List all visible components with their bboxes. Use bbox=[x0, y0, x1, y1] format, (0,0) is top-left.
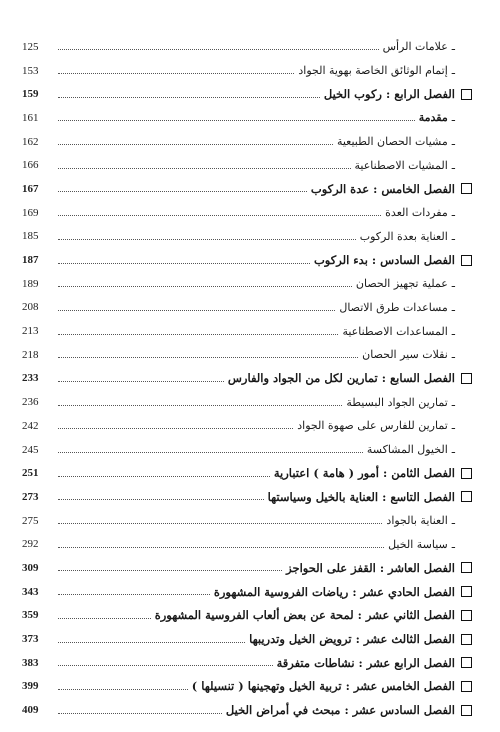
dot-leader bbox=[58, 560, 282, 571]
toc-page-number: 343 bbox=[22, 585, 39, 598]
chapter-title: الفصل الرابع : ركوب الخيل bbox=[323, 87, 455, 102]
section-title: المشيات الاصطناعية bbox=[354, 158, 448, 172]
dot-leader bbox=[58, 608, 151, 619]
section-title: تمارين الجواد البسيطة bbox=[346, 395, 448, 409]
toc-chapter-row[interactable] bbox=[22, 485, 472, 509]
dot-leader bbox=[58, 134, 333, 145]
toc-chapter-row[interactable] bbox=[22, 698, 472, 722]
dot-leader bbox=[58, 63, 294, 74]
toc-page-number: 399 bbox=[22, 680, 39, 693]
toc-chapter-row[interactable] bbox=[22, 675, 472, 699]
chapter-title: الفصل السادس : بدء الركوب bbox=[313, 253, 455, 268]
dot-leader bbox=[58, 584, 210, 595]
dash-bullet-icon: ـ bbox=[451, 158, 455, 172]
dash-bullet-icon: ـ bbox=[451, 206, 455, 220]
dot-leader bbox=[58, 324, 338, 335]
toc-page-number: 236 bbox=[22, 396, 39, 409]
toc-page-number: 373 bbox=[22, 633, 39, 646]
dot-leader bbox=[58, 229, 356, 240]
chapter-title: الفصل الخامس : عدة الركوب bbox=[310, 181, 455, 196]
toc-section-row[interactable] bbox=[22, 59, 472, 83]
checkbox-square-icon bbox=[461, 183, 472, 194]
toc-page-number: 245 bbox=[22, 443, 39, 456]
dot-leader bbox=[58, 513, 382, 524]
chapter-title: الفصل العاشر : القفز على الحواجز bbox=[286, 560, 455, 575]
checkbox-square-icon bbox=[461, 468, 472, 479]
dash-bullet-icon: ـ bbox=[451, 40, 455, 54]
dash-bullet-icon: ـ bbox=[451, 111, 455, 125]
toc-chapter-row[interactable] bbox=[22, 461, 472, 485]
toc-page-number: 166 bbox=[22, 159, 39, 172]
checkbox-square-icon bbox=[461, 89, 472, 100]
dot-leader bbox=[58, 110, 415, 121]
toc-page-number: 218 bbox=[22, 348, 39, 361]
toc-page-number: 275 bbox=[22, 514, 39, 527]
toc-page-number: 169 bbox=[22, 206, 39, 219]
checkbox-square-icon bbox=[461, 373, 472, 384]
toc-page-number: 208 bbox=[22, 301, 39, 314]
dot-leader bbox=[58, 87, 320, 98]
dash-bullet-icon: ـ bbox=[451, 300, 455, 314]
chapter-title: الفصل السادس عشر : مبحث في أمراض الخيل bbox=[225, 703, 455, 718]
chapter-title: الفصل السابع : تمارين لكل من الجواد والفارس bbox=[227, 371, 455, 386]
dot-leader bbox=[58, 347, 358, 358]
section-title: العناية بالجواد bbox=[386, 514, 448, 528]
toc-chapter-row[interactable] bbox=[22, 556, 472, 580]
toc-section-row[interactable] bbox=[22, 509, 472, 533]
dash-bullet-icon: ـ bbox=[451, 348, 455, 362]
dot-leader bbox=[58, 679, 188, 690]
dash-bullet-icon: ـ bbox=[451, 514, 455, 528]
chapter-title: الفصل الخامس عشر : تربية الخيل وتهجينها ( تنسيلها ) bbox=[191, 679, 455, 694]
toc-page-number: 159 bbox=[22, 88, 39, 101]
toc-section-row[interactable] bbox=[22, 296, 472, 320]
dash-bullet-icon: ـ bbox=[451, 419, 455, 433]
dash-bullet-icon: ـ bbox=[451, 395, 455, 409]
toc-section-row[interactable] bbox=[22, 272, 472, 296]
toc-section-row[interactable] bbox=[22, 35, 472, 59]
toc-page-number: 409 bbox=[22, 704, 39, 717]
chapter-title: الفصل الثالث عشر : ترويض الخيل وتدريبها bbox=[249, 632, 455, 647]
section-title: عملية تجهيز الحصان bbox=[355, 277, 448, 291]
checkbox-square-icon bbox=[461, 634, 472, 645]
checkbox-square-icon bbox=[461, 705, 472, 716]
toc-page-number: 162 bbox=[22, 135, 39, 148]
dash-bullet-icon: ـ bbox=[451, 324, 455, 338]
chapter-title: الفصل الثامن : أمور ( هامة ) اعتبارية bbox=[273, 466, 455, 481]
toc-chapter-row[interactable] bbox=[22, 604, 472, 628]
checkbox-square-icon bbox=[461, 657, 472, 668]
section-title: مشيات الحصان الطبيعية bbox=[336, 135, 448, 149]
section-title: الخيول المشاكسة bbox=[366, 443, 448, 457]
dot-leader bbox=[58, 276, 352, 287]
checkbox-square-icon bbox=[461, 491, 472, 502]
section-title: مساعدات طرق الاتصال bbox=[339, 300, 448, 314]
toc-page-number: 309 bbox=[22, 561, 39, 574]
toc-chapter-row[interactable] bbox=[22, 580, 472, 604]
section-title: مقدمة bbox=[418, 111, 448, 125]
toc-page-number: 187 bbox=[22, 254, 39, 267]
toc-section-row[interactable] bbox=[22, 106, 472, 130]
dot-leader bbox=[58, 418, 293, 429]
section-title: العناية بعدة الركوب bbox=[359, 229, 448, 243]
dot-leader bbox=[58, 205, 381, 216]
toc-section-row[interactable] bbox=[22, 153, 472, 177]
toc-page-number: 251 bbox=[22, 467, 39, 480]
section-title: نقلات سير الحصان bbox=[362, 348, 448, 362]
dot-leader bbox=[58, 371, 224, 382]
dot-leader bbox=[58, 442, 363, 453]
dash-bullet-icon: ـ bbox=[451, 64, 455, 78]
dot-leader bbox=[58, 158, 351, 169]
section-title: مفردات العدة bbox=[385, 206, 448, 220]
toc-section-row[interactable] bbox=[22, 414, 472, 438]
dot-leader bbox=[58, 181, 307, 192]
toc-chapter-row[interactable] bbox=[22, 177, 472, 201]
checkbox-square-icon bbox=[461, 255, 472, 266]
checkbox-square-icon bbox=[461, 610, 472, 621]
section-title: سياسة الخيل bbox=[388, 537, 448, 551]
dot-leader bbox=[58, 489, 264, 500]
dot-leader bbox=[58, 655, 273, 666]
dot-leader bbox=[58, 703, 222, 714]
toc-chapter-row[interactable] bbox=[22, 651, 472, 675]
toc-page-number: 161 bbox=[22, 111, 39, 124]
toc-page-number: 167 bbox=[22, 182, 39, 195]
toc-page-number: 185 bbox=[22, 230, 39, 243]
dash-bullet-icon: ـ bbox=[451, 443, 455, 457]
dot-leader bbox=[58, 537, 384, 548]
dash-bullet-icon: ـ bbox=[451, 277, 455, 291]
toc-page-number: 273 bbox=[22, 490, 39, 503]
toc-section-row[interactable] bbox=[22, 225, 472, 249]
section-title: تمارين للفارس على صهوة الجواد bbox=[297, 419, 448, 433]
toc-page-number: 213 bbox=[22, 325, 39, 338]
dash-bullet-icon: ـ bbox=[451, 537, 455, 551]
toc-section-row[interactable] bbox=[22, 201, 472, 225]
toc-chapter-row[interactable] bbox=[22, 248, 472, 272]
chapter-title: الفصل الرابع عشر : نشاطات متفرقة bbox=[276, 655, 455, 670]
section-title: إتمام الوثائق الخاصة بهوية الجواد bbox=[298, 64, 448, 78]
toc-page-number: 359 bbox=[22, 609, 39, 622]
section-title: المساعدات الاصطناعية bbox=[342, 324, 448, 338]
toc-section-row[interactable] bbox=[22, 319, 472, 343]
chapter-title: الفصل الحادي عشر : رياضات الفروسية المشهورة bbox=[213, 584, 455, 599]
checkbox-square-icon bbox=[461, 562, 472, 573]
toc-page-number: 153 bbox=[22, 64, 39, 77]
toc-page-number: 233 bbox=[22, 372, 39, 385]
toc-page-number: 189 bbox=[22, 277, 39, 290]
dot-leader bbox=[58, 466, 270, 477]
toc-section-row[interactable] bbox=[22, 390, 472, 414]
dot-leader bbox=[58, 300, 335, 311]
dash-bullet-icon: ـ bbox=[451, 135, 455, 149]
checkbox-square-icon bbox=[461, 586, 472, 597]
toc-section-row[interactable] bbox=[22, 130, 472, 154]
toc-chapter-row[interactable] bbox=[22, 627, 472, 651]
chapter-title: الفصل التاسع : العناية بالخيل وسياستها bbox=[267, 489, 455, 504]
toc-page-number: 383 bbox=[22, 656, 39, 669]
dot-leader bbox=[58, 632, 245, 643]
toc-section-row[interactable] bbox=[22, 438, 472, 462]
dot-leader bbox=[58, 395, 342, 406]
chapter-title: الفصل الثاني عشر : لمحة عن بعض ألعاب الفروسية المشهورة bbox=[154, 608, 455, 623]
toc-section-row[interactable] bbox=[22, 532, 472, 556]
toc-page-number: 242 bbox=[22, 419, 39, 432]
toc-page-number: 292 bbox=[22, 538, 39, 551]
checkbox-square-icon bbox=[461, 681, 472, 692]
section-title: علامات الرأس bbox=[382, 40, 448, 54]
toc-section-row[interactable] bbox=[22, 343, 472, 367]
toc-chapter-row[interactable] bbox=[22, 367, 472, 391]
toc-page-number: 125 bbox=[22, 40, 39, 53]
table-of-contents bbox=[22, 35, 472, 722]
dot-leader bbox=[58, 253, 310, 264]
dot-leader bbox=[58, 39, 379, 50]
toc-chapter-row[interactable] bbox=[22, 82, 472, 106]
dash-bullet-icon: ـ bbox=[451, 229, 455, 243]
